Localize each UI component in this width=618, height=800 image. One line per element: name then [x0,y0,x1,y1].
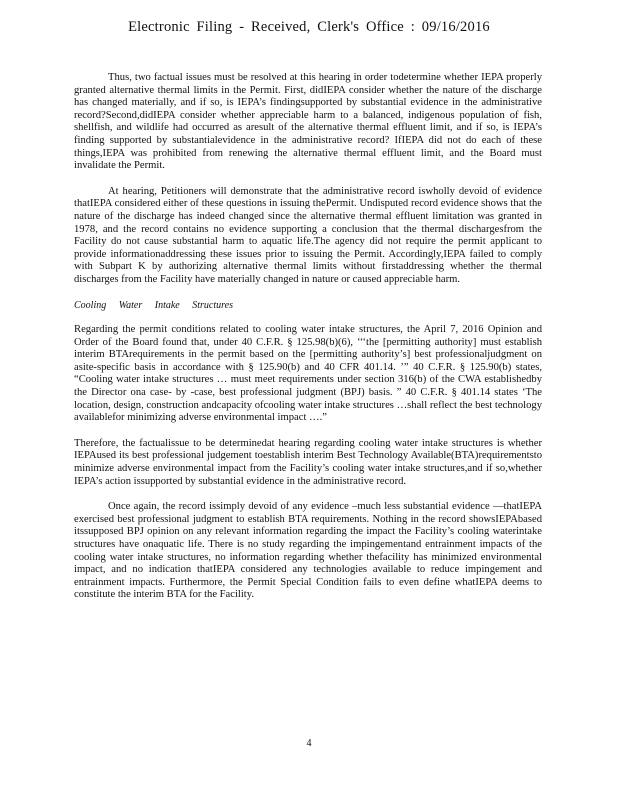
page-number: 4 [306,738,312,749]
section-heading: Cooling Water Intake Structures [74,299,233,311]
paragraph: Once again, the record issimply devoid of any evidence –much less substantial evidence —thatIEPA exercised best professional judgment to establish BTA requirements. Nothing in the record showsIEPAbased itssupposed BPJ opinion on any relevant information regarding the impact the Facility’s cooling waterintake structures have onaquatic life. There is no study regarding the impingementand entrainment impacts of the cooling water intake structures, no information regarding whether thefacility has minimized environmental impact, and no indication thatIEPA considered any technologies available to reduce impingement and entrainment impacts. Furthermore, the Permit Special Condition fails to even define whatIEPA deems to constitute the interim BTA for the Facility. [74,501,542,601]
paragraph: Thus, two factual issues must be resolved at this hearing in order todetermine whether IEPA properly granted alternative thermal limits in the Permit. First, didIEPA consider whether the nature of the discharge has changed materially, and if so, is IEPA’s findingsupported by substantial evidence in the administrative record?Second,didIEPA consider whether appreciable harm to a balanced, indigenous population of fish, shellfish, and wildlife had occurred as aresult of the alternative thermal effluent limit, and if so, is IEPA’s finding supported by substantialevidence in the administrative record? IfIEPA did not do each of these things,IEPA was prohibited from renewing the alternative thermal effluent limit, and the Board must invalidate the Permit. [74,72,542,172]
paragraph: At hearing, Petitioners will demonstrate that the administrative record iswholly devoid of evidence thatIEPA considered either of these questions in issuing thePermit. Undisputed record evidence shows that the nature of the discharge has indeed changed since the alternative thermal effluent limitation was granted in 1978, and the record contains no evidence supporting a conclusion that the thermal dischargesfrom the Facility do not cause substantial harm to aquatic life.The agency did not require the permit applicant to provide informationaddressing these issues prior to issuing the Permit. Accordingly,IEPA failed to comply with Subpart K by authorizing alternative thermal limits without firstaddressing whether the thermal discharges from the Facility have materially changed in nature or caused appreciable harm. [74,185,542,285]
paragraph: Therefore, the factualissue to be determinedat hearing regarding cooling water intake structures is whether IEPAused its best professional judgement toestablish interim Best Technology Available(BTA)requirementsto minimize adverse environmental impact from the Facility’s cooling water intake structures,and if so,whether IEPA’s action issupported by substantial evidence in the administrative record. [74,437,542,487]
paragraph: Regarding the permit conditions related to cooling water intake structures, the April 7, 2016 Opinion and Order of the Board found that, under 40 C.F.R. § 125.98(b)(6), ‘‘‘the [permitting authority] must establish interim BTArequirements in the permit based on the [permitting authority’s] best professionaljudgment on asite-specific basis in accordance with § 125.90(b) and 40 CFR 401.14. ’” 40 C.F.R. § 125.90(b) states, “Cooling water intake structures … must meet requirements under section 316(b) of the CWA establishedby the Director ona case- by -case, best professional judgment (BPJ) basis. ” 40 C.F.R. § 401.14 states ‘The location, design, construction andcapacity ofcooling water intake structures …shall reflect the best technology availablefor minimizing adverse environmental impact ….” [74,324,542,424]
document-body [74,72,542,615]
filing-stamp-header: Electronic Filing - Received, Clerk's Office : 09/16/2016 [128,19,490,35]
